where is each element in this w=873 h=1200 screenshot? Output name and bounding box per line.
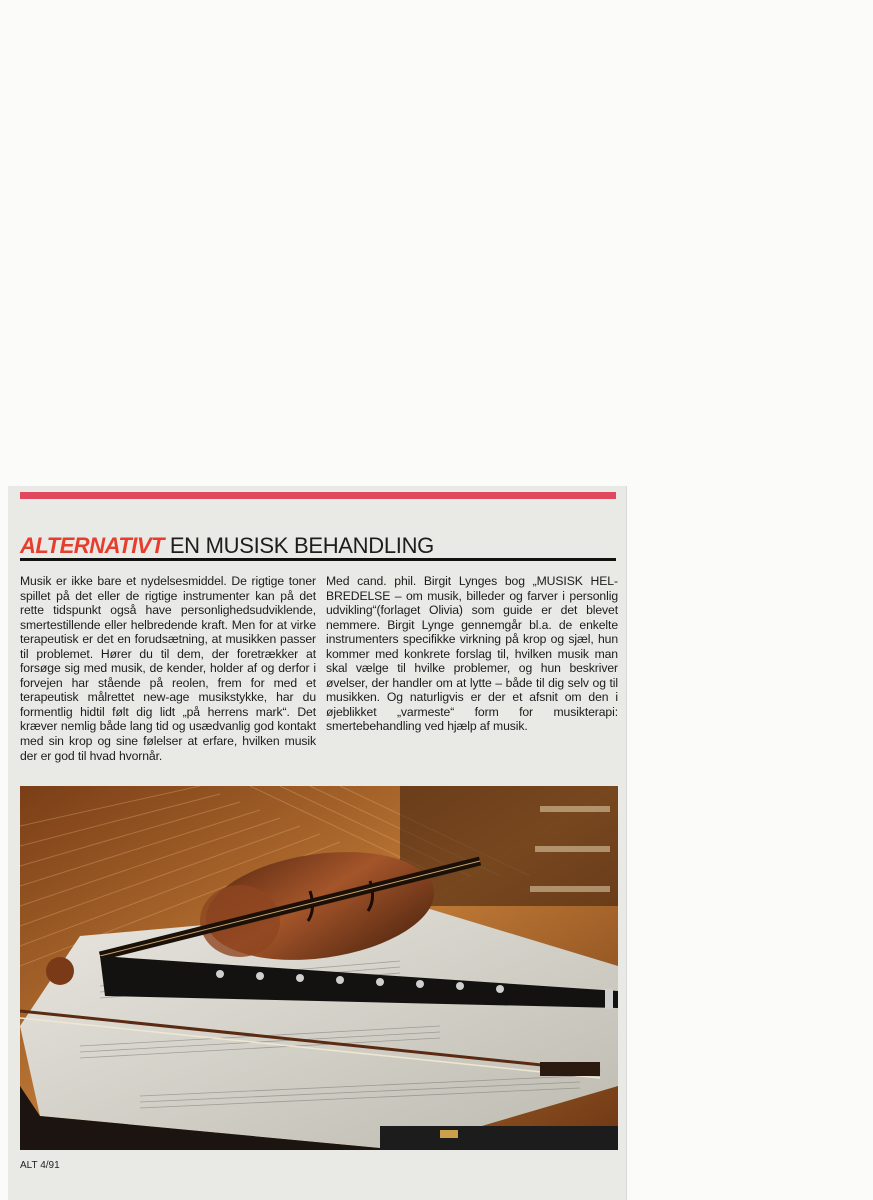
headline (20, 533, 434, 559)
issue-footer: ALT 4/91 (20, 1160, 60, 1171)
headline-rule (20, 558, 616, 561)
headline-title: EN MUSISK BEHANDLING (169, 533, 434, 558)
article-photo (20, 786, 618, 1150)
headline-kicker: ALTERNATIVT (20, 533, 164, 558)
accent-bar (20, 492, 616, 499)
magazine-clipping (8, 486, 626, 1200)
article-column-left: Musik er ikke bare et nydelsesmiddel. De rigtige toner spillet på det eller de rigtige instrumenter kan på det rette tidspunkt også have personlighedsudviklende, smertestillende eller helbredende kraft. Men for at virke terapeutisk er det en forudsætning, at musikken passer til problemet. Hører du til dem, der foretrækker at forsøge sig med musik, de kender, holder af og derfor i forvejen har stående på reolen, frem for med et terapeutisk målrettet new-age musikstykke, har du formentlig hidtil følt dig lidt „på herrens mark“. Det kræver nemlig både lang tid og usædvanlig god kontakt med sin krop og sine følelser at erfare, hvilken musik der er god til hvad hvornår. (20, 574, 316, 763)
article-column-right: Med cand. phil. Birgit Lynges bog „MUSISK HELBREDELSE – om musik, billeder og farver i personlig udvikling“(forlaget Olivia) som guide er det blevet nemmere. Birgit Lynge gennemgår bl.a. de enkelte instrumenters specifikke virkning på krop og sjæl, hun kommer med konkrete forslag til, hvilken musik man skal vælge til hvilke problemer, og hun beskriver øvelser, der handler om at lytte – både til dig selv og til musikken. Og naturligvis er der et afsnit om den i øjeblikket „varmeste“ form for musikterapi: smertebehandling ved hjælp af musik. (326, 574, 618, 734)
